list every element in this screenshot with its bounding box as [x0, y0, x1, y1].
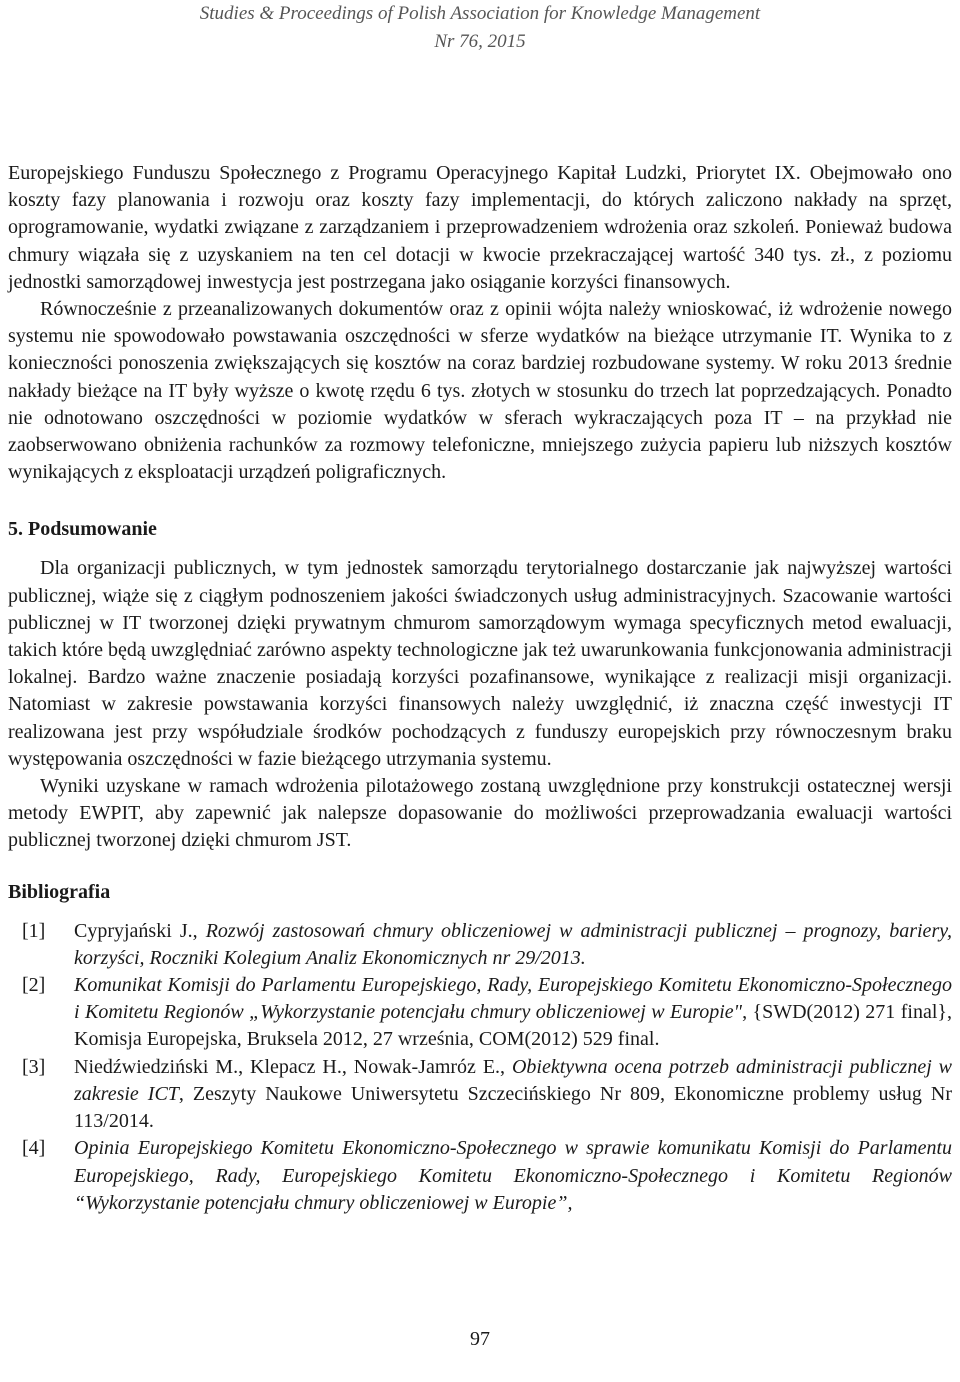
reference-number: [4] — [22, 1137, 46, 1160]
body-paragraph-1: Europejskiego Funduszu Społecznego z Programu Operacyjnego Kapitał Ludzki, Priorytet IX. Obejmowało ono koszty fazy planowania i rozwoju oraz koszty fazy implementacji, do których zaliczono nakłady na sprzęt, oprogramowanie, wydatki związane z zarządzaniem i przeprowadzeniem wdrożenia oraz szkoleń. Ponieważ budowa chmury wiązała się z uzyskaniem na ten cel dotacji w kwocie przekraczającej wartość 340 tys. zł., z poziomu jednostki samorządowej inwestycja jest postrzegana jako osiąganie korzyści finansowych. — [8, 162, 952, 293]
reference-author: Cypryjański J., — [74, 919, 206, 942]
bibliography-list — [8, 918, 952, 1217]
reference-number: [1] — [22, 919, 46, 942]
section-heading-summary: 5. Podsumowanie — [8, 518, 157, 541]
journal-title: Studies & Proceedings of Polish Association for Knowledge Management — [199, 3, 761, 24]
reference-author: Niedźwiedziński M., Klepacz H., Nowak-Jamróz E., — [74, 1055, 512, 1078]
reference-details: , Zeszyty Naukowe Uniwersytetu Szczecińskiego Nr 809, Ekonomiczne problemy usług Nr 113/2014. — [74, 1082, 952, 1133]
reference-item — [8, 1054, 952, 1136]
page-number: 97 — [470, 1328, 490, 1350]
reference-item — [8, 972, 952, 1054]
running-header — [8, 0, 952, 56]
summary-paragraph-2: Wyniki uzyskane w ramach wdrożenia pilotażowego zostaną uwzględnione przy konstrukcji ostatecznej wersji metody EWPIT, aby zapewnić jak nalepsze dopasowanie do możliwości przeprowadzania ewaluacji wartości publicznej tworzonej dzięki chmurom JST. — [8, 775, 952, 852]
reference-title: Komunikat Komisji do Parlamentu Europejskiego, Rady, Europejskiego Komitetu Ekonomiczno-Społecznego i Komitetu Regionów „Wykorzystanie potencjału chmury obliczeniowej w Europie" — [74, 974, 952, 1024]
bibliography-heading: Bibliografia — [8, 880, 111, 903]
reference-text — [74, 972, 952, 1054]
reference-title: Obiektywna ocena potrzeb administracji publicznej w zakresie ICT — [74, 1055, 952, 1105]
body-text — [8, 160, 952, 1217]
reference-item — [8, 1135, 952, 1217]
reference-text — [74, 1135, 952, 1217]
reference-details: , {SWD(2012) 271 final}, Komisja Europejska, Bruksela 2012, 27 września, COM(2012) 529 final. — [74, 1001, 952, 1051]
body-paragraph-2: Równocześnie z przeanalizowanych dokumentów oraz z opinii wójta należy wnioskować, iż wdrożenie nowego systemu nie spowodowało powstawania oszczędności w sferze wydatków na bieżące utrzymanie IT. Wynika to z konieczności ponoszenia zwiększających się kosztów na coraz bardziej rozbudowane systemy. W roku 2013 średnie nakłady bieżące na IT były wyższe o kwotę rzędu 6 tys. złotych w stosunku do trzech lat poprzedzających. Ponadto nie odnotowano oszczędności w poziomie wydatków w sferach wykraczających poza IT – na przykład nie zaobserwowano obniżenia rachunków za rozmowy telefoniczne, mniejszego zużycia papieru lub niższych kosztów wynikających z eksploatacji urządzeń poligraficznych. — [8, 298, 952, 484]
reference-title: Rozwój zastosowań chmury obliczeniowej w administracji publicznej – prognozy, bariery, korzyści, Roczniki Kolegium Analiz Ekonomicznych nr 29/2013. — [74, 919, 952, 969]
reference-number: [2] — [22, 974, 46, 997]
reference-text — [74, 918, 952, 972]
reference-item — [8, 918, 952, 972]
summary-paragraph-1: Dla organizacji publicznych, w tym jednostek samorządu terytorialnego dostarczanie jak najwyższej wartości publicznej, wiąże się z ciągłym podnoszeniem jakości świadczonych usług administracyjnych. Szacowanie wartości publicznej w IT tworzonej dzięki prywatnym chmurom samorządowym wymaga specyficznych metod ewaluacji, takich które będą uwzględniać zarówno aspekty technologiczne jak też uwarunkowania funkcjonowania administracji lokalnej. Bardzo ważne znaczenie posiadają korzyści pozafinansowe, wynikające z realizacji misji organizacji. Natomiast w zakresie powstawania korzyści finansowych należy uwzględnić, iż znaczna część inwestycji IT realizowana jest przy współudziale środków pochodzących z funduszy europejskich przy równoczesnym braku występowania oszczędności w fazie bieżącego utrzymania systemu. — [8, 557, 952, 770]
journal-issue: Nr 76, 2015 — [434, 31, 526, 52]
reference-text — [74, 1054, 952, 1136]
reference-title: Opinia Europejskiego Komitetu Ekonomiczno-Społecznego w sprawie komunikatu Komisji do Parlamentu Europejskiego, Rady, Europejskiego Komitetu Ekonomiczno-Społecznego i Komitetu Regionów “Wykorzystanie potencjału chmury obliczeniowej w Europie”, — [74, 1137, 952, 1214]
reference-number: [3] — [22, 1055, 46, 1078]
